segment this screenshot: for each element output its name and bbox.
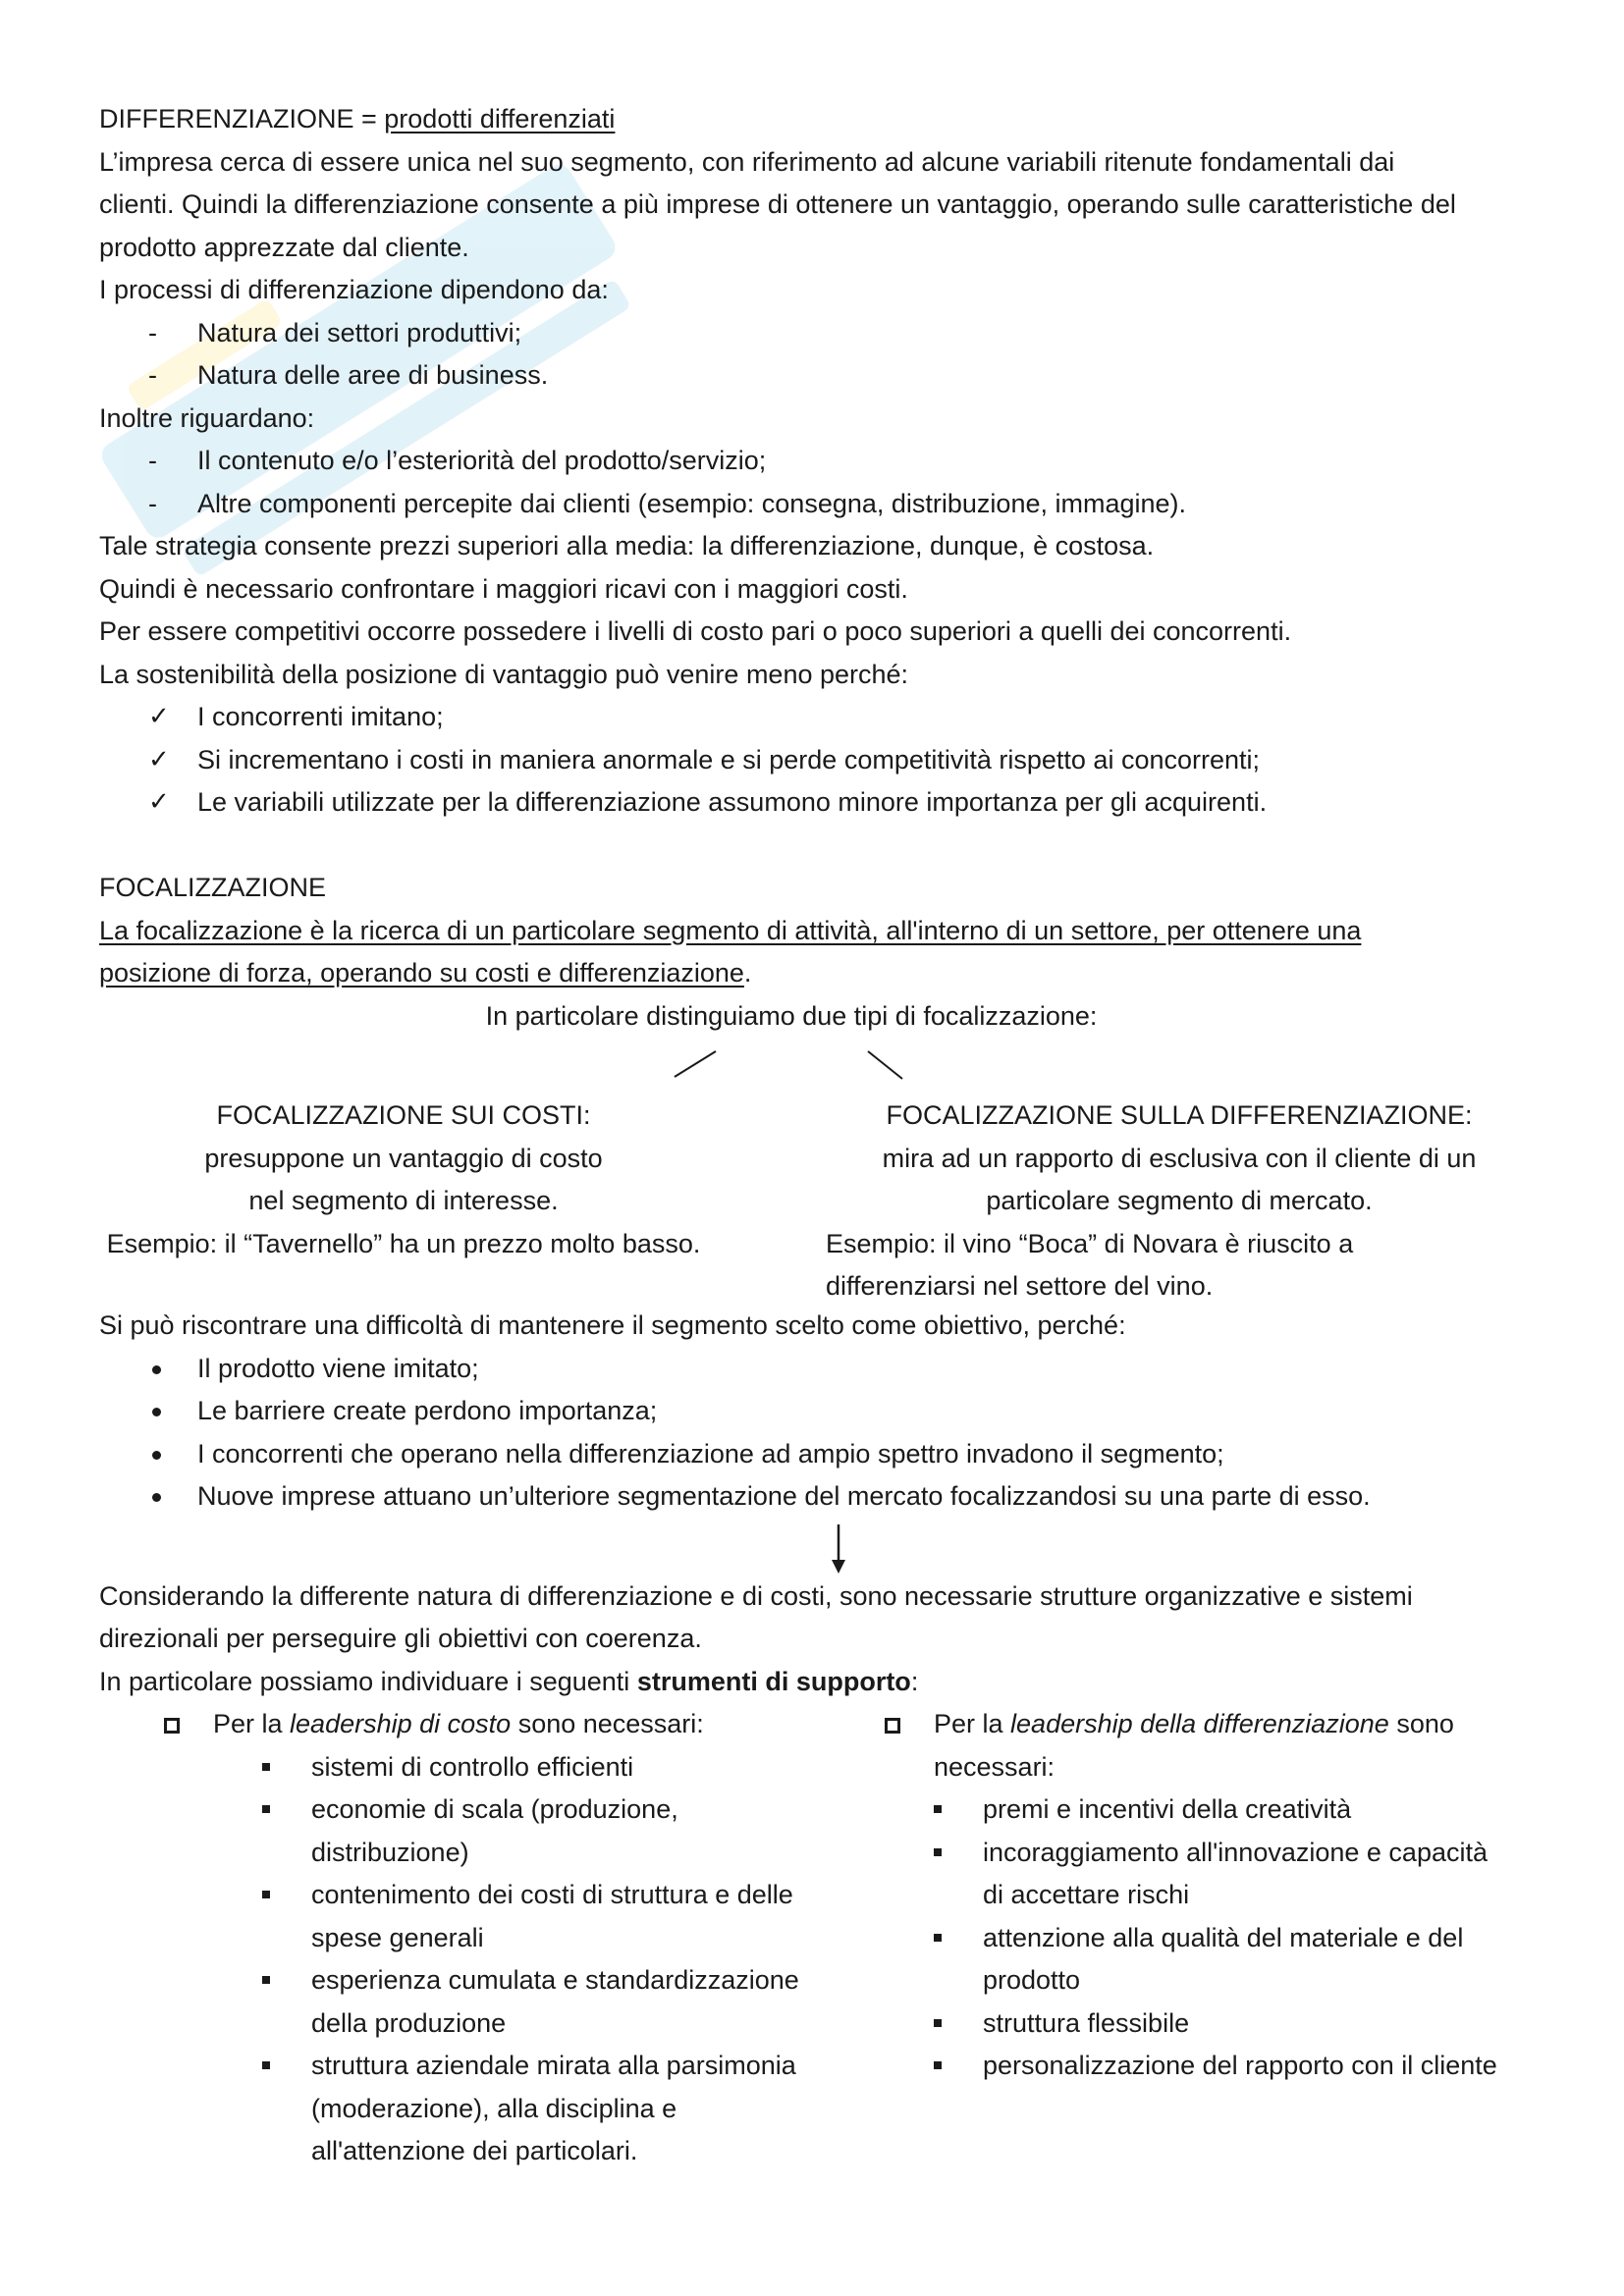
document-page (99, 98, 1543, 2165)
square-bullet-icon (262, 2061, 270, 2069)
leadership-diff-list (885, 1789, 1533, 2088)
focus-diff-example: differenziarsi nel settore del vino. (826, 1271, 1214, 1301)
list-item: ✓ Le variabili utilizzate per la differenziazione assumono minore importanza per gli acquirenti. (99, 781, 1543, 825)
square-bullet-icon (934, 1934, 942, 1942)
list-item: I concorrenti che operano nella differenziazione ad ampio spettro invadono il segmento; (99, 1433, 1543, 1476)
focus-diff-example: Esempio: il vino “Boca” di Novara è riuscito a (826, 1228, 1354, 1258)
focus-costi (99, 1095, 708, 1265)
differenziazione-heading-underlined: prodotti differenziati (384, 104, 616, 133)
list-item: struttura aziendale mirata alla parsimonia (moderazione), alla disciplina e all'attenzione dei particolari. (262, 2045, 891, 2173)
focalizzazione-definition: posizione di forza, operando su costi e differenziazione. (99, 958, 752, 988)
checkmark-icon: ✓ (148, 702, 170, 731)
list-item: struttura flessibile (934, 2002, 1533, 2046)
difficulties-list (99, 1348, 1543, 1519)
focus-differenziazione (826, 1095, 1533, 1308)
dash-marker: - (148, 317, 157, 347)
square-bullet-icon (262, 1891, 270, 1898)
support-tools (99, 1703, 1543, 2165)
paragraph-line: Per essere competitivi occorre possedere i livelli di costo pari o poco superiori a quelli dei concorrenti. (99, 616, 1292, 646)
focus-types (99, 1095, 1543, 1301)
focalizzazione-definition: La focalizzazione è la ricerca di un particolare segmento di attività, all'interno di un settore, per ottenere una (99, 915, 1362, 945)
list-item: ✓ I concorrenti imitano; (99, 696, 1543, 739)
arrow-down-icon (99, 1519, 1543, 1575)
bullet-icon (148, 1348, 188, 1391)
list-item: personalizzazione del rapporto con il cliente (934, 2045, 1533, 2088)
checkbox-empty-icon (164, 1703, 180, 1746)
paragraph-line: Quindi è necessario confrontare i maggiori ricavi con i maggiori costi. (99, 573, 908, 604)
paragraph-line: Tale strategia consente prezzi superiori alla media: la differenziazione, dunque, è costosa. (99, 531, 1155, 561)
dash-marker: - (148, 360, 157, 390)
focus-diff-text: particolare segmento di mercato. (986, 1186, 1373, 1215)
focalizzazione-heading: FOCALIZZAZIONE (99, 873, 327, 902)
list-item: ✓ Si incrementano i costi in maniera anormale e si perde competitività rispetto ai concorrenti; (99, 739, 1543, 782)
list-item: sistemi di controllo efficienti (262, 1746, 891, 1789)
focus-diff-text: mira ad un rapporto di esclusiva con il cliente di un (882, 1143, 1477, 1173)
paragraph-line: Inoltre riguardano: (99, 402, 315, 433)
square-bullet-icon (934, 2019, 942, 2027)
square-bullet-icon (262, 1805, 270, 1813)
list-item: Il prodotto viene imitato; (99, 1348, 1543, 1391)
down-arrow (99, 1519, 1543, 1575)
list-item: economie di scala (produzione, distribuzione) (262, 1789, 891, 1874)
paragraph-line: La sostenibilità della posizione di vantaggio può venire meno perché: (99, 659, 909, 689)
types-intro: In particolare distinguiamo due tipi di focalizzazione: (485, 1000, 1098, 1031)
square-bullet-icon (934, 1848, 942, 1856)
support-bold: strumenti di supporto (636, 1666, 911, 1696)
list-item: - Il contenuto e/o l’esteriorità del prodotto/servizio; (99, 440, 1543, 483)
depends-on-list (99, 312, 1543, 398)
list-item: - Natura delle aree di business. (99, 354, 1543, 398)
list-item: attenzione alla qualità del materiale e del prodotto (934, 1917, 1533, 2002)
list-item: incoraggiamento all'innovazione e capacità di accettare rischi (934, 1832, 1533, 1917)
paragraph-line: prodotto apprezzate dal cliente. (99, 232, 469, 262)
checkbox-empty-icon (885, 1703, 900, 1746)
list-item: contenimento dei costi di struttura e delle spese generali (262, 1874, 891, 1959)
list-item: premi e incentivi della creatività (934, 1789, 1533, 1832)
paragraph-line: I processi di differenziazione dipendono da: (99, 275, 609, 304)
focus-costi-text: presuppone un vantaggio di costo (204, 1143, 603, 1173)
list-item: Le barriere create perdono importanza; (99, 1390, 1543, 1433)
square-bullet-icon (262, 1763, 270, 1771)
dash-marker: - (148, 488, 157, 518)
square-bullet-icon (934, 2061, 942, 2069)
list-item: esperienza cumulata e standardizzazione della produzione (262, 1959, 891, 2045)
dash-marker: - (148, 446, 157, 475)
paragraph-line: L’impresa cerca di essere unica nel suo segmento, con riferimento ad alcune variabili ritenute fondamentali dai (99, 146, 1395, 177)
checkmark-icon: ✓ (148, 744, 170, 774)
focus-costi-text: nel segmento di interesse. (248, 1186, 559, 1215)
bullet-icon (148, 1475, 188, 1519)
branch-lines (99, 1038, 1543, 1095)
concerns-list (99, 440, 1543, 525)
differenziazione-heading: DIFFERENZIAZIONE = prodotti differenziati (99, 104, 616, 133)
focus-costi-example: Esempio: il “Tavernello” ha un prezzo molto basso. (106, 1228, 701, 1258)
bullet-icon (148, 1433, 188, 1476)
focus-costi-title: FOCALIZZAZIONE SUI COSTI: (216, 1100, 591, 1130)
reasons-list (99, 696, 1543, 825)
leadership-costo (164, 1703, 891, 2173)
list-item: - Natura dei settori produttivi; (99, 312, 1543, 355)
checkmark-icon: ✓ (148, 787, 170, 817)
list-item: Nuove imprese attuano un’ulteriore segmentazione del mercato focalizzandosi su una parte di esso. (99, 1475, 1543, 1519)
square-bullet-icon (262, 1976, 270, 1984)
leadership-diff-heading: Per la leadership della differenziazione sono necessari: (885, 1703, 1533, 1789)
list-item: - Altre componenti percepite dai clienti (esempio: consegna, distribuzione, immagine). (99, 483, 1543, 526)
leadership-costo-heading: Per la leadership di costo sono necessari: (164, 1703, 891, 1746)
leadership-differenziazione (885, 1703, 1533, 2088)
paragraph-line: direzionali per perseguire gli obiettivi con coerenza. (99, 1624, 702, 1653)
focus-diff-title: FOCALIZZAZIONE SULLA DIFFERENZIAZIONE: (886, 1100, 1473, 1130)
branch-lines-icon (99, 1038, 1543, 1095)
difficulty-intro: Si può riscontrare una difficoltà di mantenere il segmento scelto come obiettivo, perché: (99, 1310, 1126, 1340)
bullet-icon (148, 1390, 188, 1433)
paragraph-line: clienti. Quindi la differenziazione consente a più imprese di ottenere un vantaggio, operando sulle caratteristiche del (99, 189, 1456, 219)
square-bullet-icon (934, 1805, 942, 1813)
leadership-costo-list (164, 1746, 891, 2173)
support-intro: In particolare possiamo individuare i seguenti strumenti di supporto: (99, 1666, 919, 1696)
paragraph-line: Considerando la differente natura di differenziazione e di costi, sono necessarie strutture organizzative e sistemi (99, 1580, 1413, 1611)
